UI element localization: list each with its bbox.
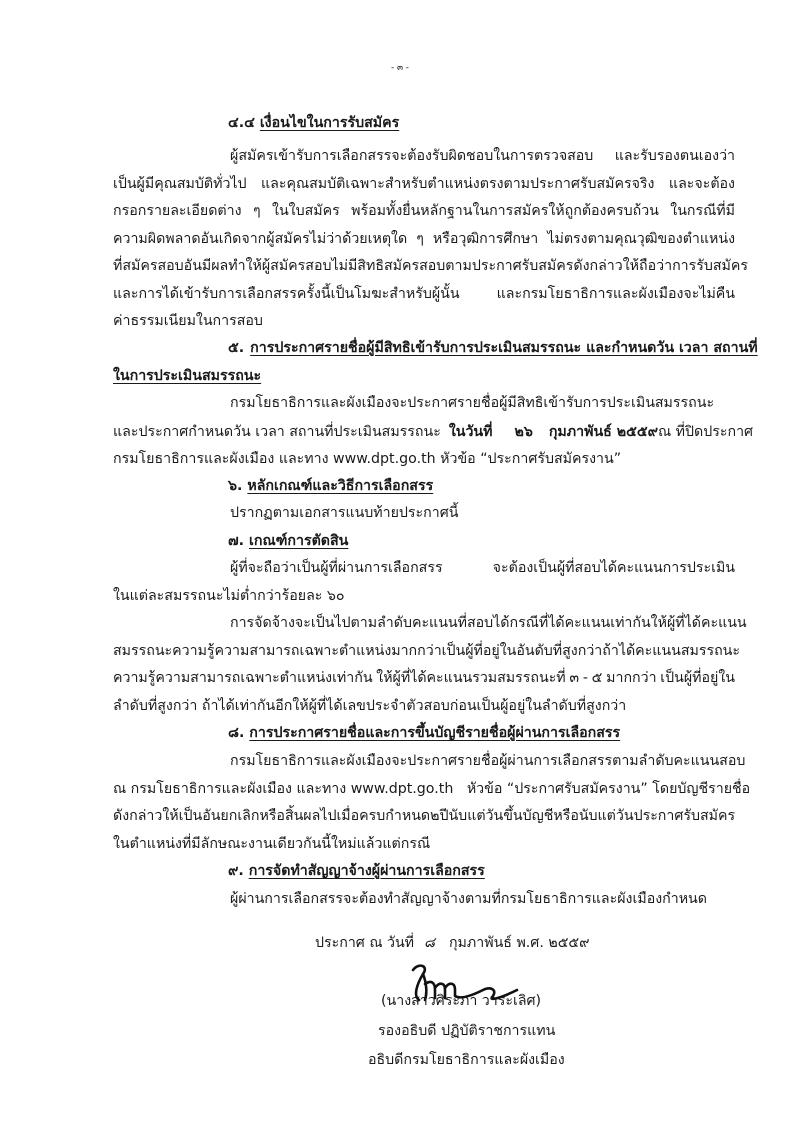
- paragraph-line: และการได้เข้ารับการเลือกสรรครั้งนี้เป็นโมฆะสำหรับผู้นั้น และกรมโยธาธิการและผังเมืองจะไม่คืน: [113, 286, 735, 302]
- signer-position: อธิบดีกรมโยธาธิการและผังเมือง: [368, 1052, 565, 1068]
- paragraph-line: ที่สมัครสอบ อันมีผลทำให้ผู้สมัครสอบไม่มีสิทธิสมัครสอบตามประกาศรับสมัครดังกล่าว ให้ถือว่าการรับสมัคร: [113, 258, 748, 274]
- text: ณ ที่ปิดประกาศ: [657, 424, 754, 440]
- paragraph-line: กรมโยธาธิการและผังเมืองจะประกาศรายชื่อผู้มีสิทธิเข้ารับการประเมินสมรรถนะ: [230, 395, 715, 411]
- signer-title: รองอธิบดี ปฏิบัติราชการแทน: [378, 1023, 556, 1039]
- paragraph-line: ค่าธรรมเนียมในการสอบ: [113, 313, 263, 329]
- section-title: การประกาศรายชื่อผู้มีสิทธิเข้ารับการประเมินสมรรถนะ และกำหนดวัน เวลา สถานที่: [250, 340, 758, 356]
- paragraph-line: กรอกรายละเอียดต่าง ๆ ในใบสมัคร พร้อมทั้งยื่นหลักฐานในการสมัครให้ถูกต้องครบถ้วน ในกรณีที่มี: [113, 203, 735, 219]
- paragraph-line: ลำดับที่สูงกว่า ถ้าได้เท่ากันอีกให้ผู้ที่ได้เลขประจำตัวสอบก่อนเป็นผู้อยู่ในลำดับที่สูงกว่า: [113, 698, 627, 714]
- announcement-date: [315, 933, 590, 953]
- paragraph-line: ความรู้ความสามารถเฉพาะตำแหน่งเท่ากัน ให้ผู้ที่ได้คะแนนรวมสมรรถนะที่ ๓ - ๕ มากกว่า เป็นผู้ที่อยู่ใน: [113, 670, 735, 686]
- date-label: ในวันที่: [448, 424, 493, 440]
- paragraph-line: ในตำแหน่งที่มีลักษณะงานเดียวกันนี้ใหม่แล้วแต่กรณี: [113, 836, 431, 852]
- section-title-continued: ในการประเมินสมรรถนะ: [113, 368, 262, 384]
- paragraph-line: ปรากฏตามเอกสารแนบท้ายประกาศนี้: [230, 505, 459, 521]
- section-number: ๙.: [228, 863, 244, 879]
- section-4-4-heading: [228, 113, 399, 133]
- handwritten-day: ๘: [424, 935, 435, 951]
- signer-name: (นางสาวศิระภา วาระเลิศ): [381, 993, 542, 1009]
- paragraph-line: ผู้ผ่านการเลือกสรรจะต้องทำสัญญาจ้างตามที่กรมโยธาธิการและผังเมืองกำหนด: [230, 891, 707, 907]
- section-number: ๗.: [228, 533, 245, 549]
- page-number: - ๓ -: [391, 63, 409, 73]
- section-8-heading: [228, 723, 620, 743]
- section-title: การประกาศรายชื่อและการขึ้นบัญชีรายชื่อผู้ผ่านการเลือกสรร: [249, 725, 621, 741]
- paragraph-line: การจัดจ้างจะเป็นไปตามลำดับคะแนนที่สอบได้ กรณีที่ได้คะแนนเท่ากันให้ผู้ที่ได้คะแนน: [230, 615, 747, 631]
- section-number: ๖.: [228, 478, 243, 494]
- section-number: ๔.๔: [228, 115, 255, 131]
- section-title: เงื่อนไขในการรับสมัคร: [259, 115, 400, 131]
- paragraph-line: เป็นผู้มีคุณสมบัติทั่วไป และคุณสมบัติเฉพาะสำหรับตำแหน่งตรงตามประกาศรับสมัครจริง และจะต้อง: [113, 176, 735, 192]
- paragraph-line: ณ กรมโยธาธิการและผังเมือง และทาง www.dpt.go.th หัวข้อ “ประกาศรับสมัครงาน” โดยบัญชีรายชื่อ: [113, 781, 751, 797]
- section-number: ๕.: [228, 340, 245, 356]
- section-title: เกณฑ์การตัดสิน: [249, 533, 349, 549]
- text: ประกาศ ณ วันที่: [315, 935, 415, 951]
- date-day: ๒๖: [514, 424, 533, 440]
- section-5-heading: [228, 338, 758, 358]
- paragraph-line: กรมโยธาธิการและผังเมือง และทาง www.dpt.go.th หัวข้อ “ประกาศรับสมัครงาน”: [113, 451, 622, 467]
- section-title: หลักเกณฑ์และวิธีการเลือกสรร: [247, 478, 434, 494]
- section-title: การจัดทำสัญญาจ้างผู้ผ่านการเลือกสรร: [248, 863, 485, 879]
- section-6-heading: [228, 476, 433, 496]
- paragraph-line: ผู้ที่จะถือว่าเป็นผู้ที่ผ่านการเลือกสรร จะต้องเป็นผู้ที่สอบได้คะแนนการประเมิน: [230, 560, 735, 576]
- text: กุมภาพันธ์ พ.ศ. ๒๕๕๙: [448, 935, 590, 951]
- paragraph-line: ผู้สมัครเข้ารับการเลือกสรรจะต้องรับผิดชอบในการตรวจสอบ และรับรองตนเองว่า: [230, 148, 735, 164]
- section-9-heading: [228, 861, 485, 881]
- paragraph-line: กรมโยธาธิการและผังเมืองจะประกาศรายชื่อผู้ผ่านการเลือกสรรตามลำดับคะแนนสอบ: [230, 753, 746, 769]
- paragraph-line: [113, 422, 754, 442]
- section-number: ๘.: [228, 725, 245, 741]
- date-month-year: กุมภาพันธ์ ๒๕๕๙: [548, 424, 658, 440]
- text: และประกาศกำหนดวัน เวลา สถานที่ประเมินสมรรถนะ: [113, 424, 441, 440]
- paragraph-line: ดังกล่าว ให้เป็นอันยกเลิกหรือสิ้นผลไปเมื่อครบกำหนด ๒ ปี นับแต่วันขึ้นบัญชี หรือนับแต่วันประกาศรับสมัคร: [113, 808, 736, 824]
- paragraph-line: สมรรถนะความรู้ความสามารถเฉพาะตำแหน่งมากกว่าเป็นผู้ที่อยู่ในอันดับที่สูงกว่า ถ้าได้คะแนนสมรรถนะ: [113, 643, 740, 659]
- paragraph-line: ความผิดพลาดอันเกิดจากผู้สมัครไม่ว่าด้วยเหตุใด ๆ หรือวุฒิการศึกษา ไม่ตรงตามคุณวุฒิของตำแหน่ง: [113, 231, 735, 247]
- section-7-heading: [228, 531, 348, 551]
- paragraph-line: ในแต่ละสมรรถนะไม่ต่ำกว่าร้อยละ ๖๐: [113, 588, 345, 604]
